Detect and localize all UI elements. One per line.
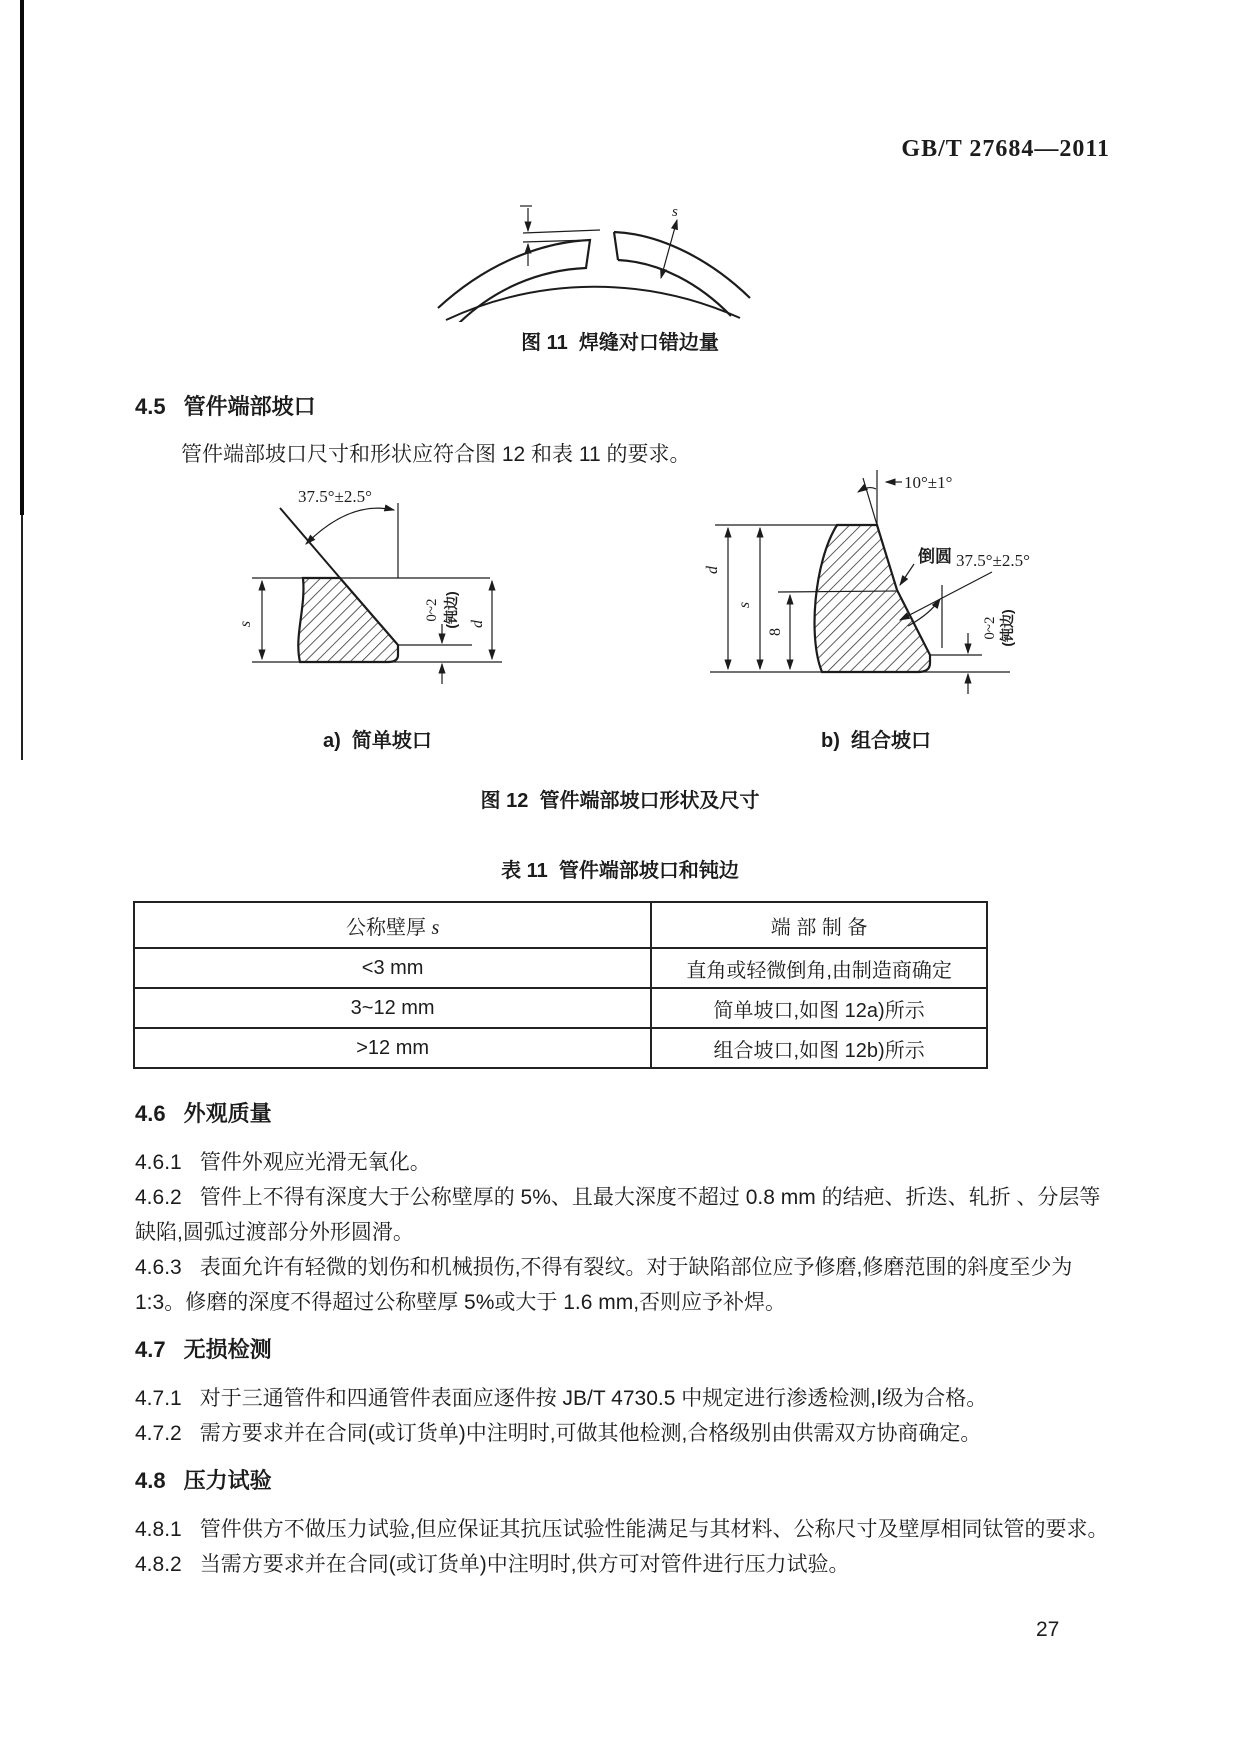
- clause-number: 4.8.1: [135, 1518, 182, 1541]
- table-row-header: [134, 902, 987, 948]
- section-4-7-title: 无损检测: [183, 1337, 272, 1362]
- clause-number: 4.6.1: [135, 1151, 182, 1174]
- fig12b-wall-section: [815, 525, 930, 672]
- cell-prep: 组合坡口,如图 12b)所示: [651, 1028, 987, 1068]
- paragraph-4-6-3: [135, 1250, 1110, 1320]
- fig12b-dim-s-label: s: [736, 601, 753, 609]
- table-11-caption: 表 11 管件端部坡口和钝边: [501, 860, 739, 882]
- clause-text: 管件上不得有深度大于公称壁厚的 5%、且最大深度不超过 0.8 mm 的结疤、折迭、轧折 、分层等缺陷,圆弧过渡部分外形圆滑。: [135, 1186, 1101, 1244]
- clause-text: 管件供方不做压力试验,但应保证其抗压试验性能满足与其材料、公称尺寸及壁厚相同钛管的要求。: [199, 1518, 1109, 1541]
- fig12a-dim-s-label: s: [237, 620, 254, 628]
- clause-text: 当需方要求并在合同(或订货单)中注明时,供方可对管件进行压力试验。: [199, 1553, 850, 1576]
- fig12b-angle-label: 37.5°±2.5°: [956, 551, 1030, 570]
- section-4-8-number: 4.8: [135, 1468, 166, 1493]
- table-11: [133, 901, 988, 1069]
- paragraph-4-7-2: [135, 1416, 1110, 1451]
- figure-12-caption: 图 12 管件端部坡口形状及尺寸: [480, 790, 760, 812]
- fig12a-angle-callout: [280, 508, 394, 578]
- section-4-6-number: 4.6: [135, 1101, 166, 1126]
- cell-thickness: 3~12 mm: [134, 988, 651, 1028]
- clause-text: 管件外观应光滑无氧化。: [199, 1151, 431, 1174]
- fig12a-blunt-note: (钝边): [443, 591, 459, 629]
- body-text: [135, 1096, 1110, 1582]
- clause-text: 需方要求并在合同(或订货单)中注明时,可做其他检测,合格级别由供需双方协商确定。: [199, 1422, 982, 1445]
- section-4-6-title: 外观质量: [183, 1101, 272, 1126]
- fig12a-dim-d-label: d: [469, 620, 486, 628]
- cell-prep: 直角或轻微倒角,由制造商确定: [651, 948, 987, 988]
- fig12b-dim-8-label: 8: [767, 628, 784, 636]
- section-4-8-heading: [135, 1463, 1110, 1498]
- figure-12b-compound-bevel-drawing: [650, 430, 1060, 720]
- section-4-6-heading: [135, 1096, 1110, 1131]
- paragraph-4-6-1: [135, 1145, 1110, 1180]
- section-4-5-number: 4.5: [135, 394, 166, 419]
- section-4-5-heading: [135, 390, 316, 421]
- fig12b-dim-d-label: d: [704, 566, 721, 574]
- clause-number: 4.6.2: [135, 1186, 182, 1209]
- cell-prep: 简单坡口,如图 12a)所示: [651, 988, 987, 1028]
- clause-number: 4.7.2: [135, 1422, 182, 1445]
- figure-12a-caption: a) 简单坡口: [323, 730, 432, 752]
- pipe-wall-arcs: [438, 232, 750, 322]
- cell-thickness: <3 mm: [134, 948, 651, 988]
- fig12a-blunt-label: 0~2: [424, 598, 440, 622]
- fig12b-fillet-label: 倒圆: [918, 547, 952, 566]
- figure-11-weld-misalignment-drawing: [428, 170, 758, 322]
- col-header-end-prep: 端 部 制 备: [651, 902, 987, 948]
- wall-thickness-dimension: [661, 220, 677, 278]
- fig11-dim-s-label: s: [672, 204, 678, 220]
- section-4-5-title: 管件端部坡口: [183, 394, 316, 419]
- fig12b-blunt-note: (钝边): [999, 609, 1015, 647]
- cell-thickness: >12 mm: [134, 1028, 651, 1068]
- clause-number: 4.8.2: [135, 1553, 182, 1576]
- fig12a-angle-label: 37.5°±2.5°: [298, 487, 372, 506]
- paragraph-4-7-1: [135, 1381, 1110, 1416]
- figure-11-caption: 图 11 焊缝对口错边量: [521, 332, 719, 354]
- fig12b-blunt-label: 0~2: [982, 616, 998, 640]
- table-row: [134, 1028, 987, 1068]
- clause-text: 对于三通管件和四通管件表面应逐件按 JB/T 4730.5 中规定进行渗透检测,Ⅰ级为合格。: [199, 1387, 988, 1410]
- section-4-8-title: 压力试验: [183, 1468, 272, 1493]
- figure-12b-caption: b) 组合坡口: [821, 730, 931, 752]
- scan-edge-line-lower: [21, 515, 23, 760]
- page-number: 27: [1036, 1618, 1060, 1641]
- paragraph-4-8-1: [135, 1512, 1110, 1547]
- fig12b-angle-top-label: 10°±1°: [904, 473, 953, 492]
- table-row: [134, 948, 987, 988]
- clause-text: 表面允许有轻微的划伤和机械损伤,不得有裂纹。对于缺陷部位应予修磨,修磨范围的斜度至少为 1:3。修磨的深度不得超过公称壁厚 5%或大于 1.6 mm,否则应予补焊。: [135, 1256, 1073, 1314]
- col-header-wall-thickness-text: 公称壁厚: [345, 916, 426, 939]
- table-row: [134, 988, 987, 1028]
- scan-edge-line: [20, 0, 24, 515]
- clause-number: 4.6.3: [135, 1256, 182, 1279]
- section-4-7-heading: [135, 1332, 1110, 1367]
- col-header-wall-thickness-symbol: s: [431, 916, 440, 939]
- section-4-7-number: 4.7: [135, 1337, 166, 1362]
- standard-number: GB/T 27684—2011: [901, 136, 1110, 162]
- paragraph-4-6-2: [135, 1180, 1110, 1250]
- clause-number: 4.7.1: [135, 1387, 182, 1410]
- section-4-5-paragraph: 管件端部坡口尺寸和形状应符合图 12 和表 11 的要求。: [181, 443, 691, 466]
- fig12a-wall-section: [298, 578, 398, 662]
- figure-12a-simple-bevel-drawing: [190, 448, 570, 703]
- paragraph-4-8-2: [135, 1547, 1110, 1582]
- col-header-wall-thickness: [134, 902, 651, 948]
